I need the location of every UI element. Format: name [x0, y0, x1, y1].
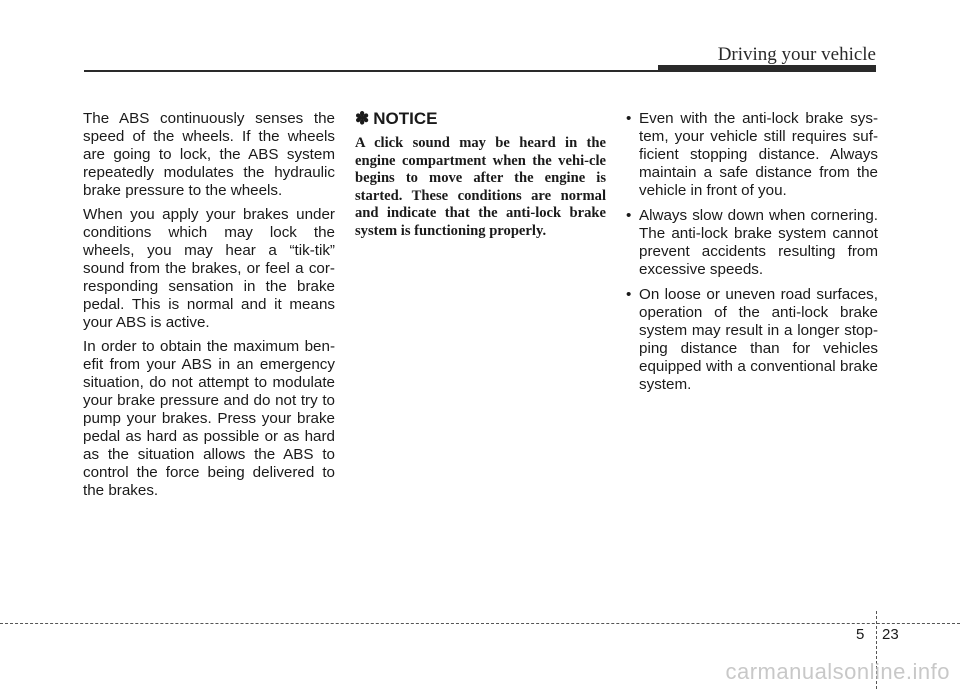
paragraph-tik-tik-sound: When you apply your brakes under conditions which may lock the wheels, you may hear a “tik-tik” sound from the brakes, or feel a cor-responding sensation in the brake pedal. This is normal and it means your ABS is active.: [83, 206, 335, 331]
paragraph-abs-senses: The ABS continuously senses the speed of the wheels. If the wheels are going to lock, the ABS system repeatedly modulates the hydraulic brake pressure to the wheels.: [83, 110, 335, 199]
bullet-icon: •: [626, 207, 632, 224]
list-item: [624, 286, 878, 394]
page-number: 23: [882, 626, 899, 643]
footer-dashed-rule: [0, 623, 960, 624]
bullet-icon: •: [626, 110, 632, 127]
notice-body-text: A click sound may be heard in the engine compartment when the vehi-cle begins to move after the engine is started. These conditions are normal and indicate that the anti-lock brake system is functioning properly.: [355, 135, 606, 239]
bullet-list: [624, 110, 878, 394]
notice-title-text: NOTICE: [373, 109, 438, 128]
list-item-text: Always slow down when cornering. The anti-lock brake system cannot prevent accidents resulting from excessive speeds.: [639, 207, 878, 278]
list-item: [624, 207, 878, 279]
notice-heading: [355, 110, 606, 128]
paragraph-maximum-benefit: In order to obtain the maximum ben-efit from your ABS in an emergency situation, do not attempt to modulate your brake pressure and do not try to pump your brakes. Press your brake pedal as hard as possible or as hard as the situation allows the ABS to control the force being delivered to the brakes.: [83, 338, 335, 499]
site-watermark: carmanualsonline.info: [725, 659, 950, 684]
list-item: [624, 110, 878, 200]
text-column-right: [624, 110, 878, 401]
header-rule-thin: [84, 70, 684, 72]
header-rule-thick: [658, 65, 876, 72]
notice-asterisk-icon: ✽: [355, 109, 370, 128]
chapter-number: 5: [856, 626, 865, 643]
bullet-icon: •: [626, 286, 632, 303]
notice-box: [355, 110, 606, 246]
text-column-left: [83, 110, 335, 506]
list-item-text: Even with the anti-lock brake sys-tem, your vehicle still requires suf-ficient stopping distance. Always maintain a safe distance from the vehicle in front of you.: [639, 110, 878, 199]
list-item-text: On loose or uneven road surfaces, operation of the anti-lock brake system may result in a longer stop-ping distance than for vehicles equipped with a conventional brake system.: [639, 286, 878, 393]
running-header-title: Driving your vehicle: [717, 44, 876, 65]
